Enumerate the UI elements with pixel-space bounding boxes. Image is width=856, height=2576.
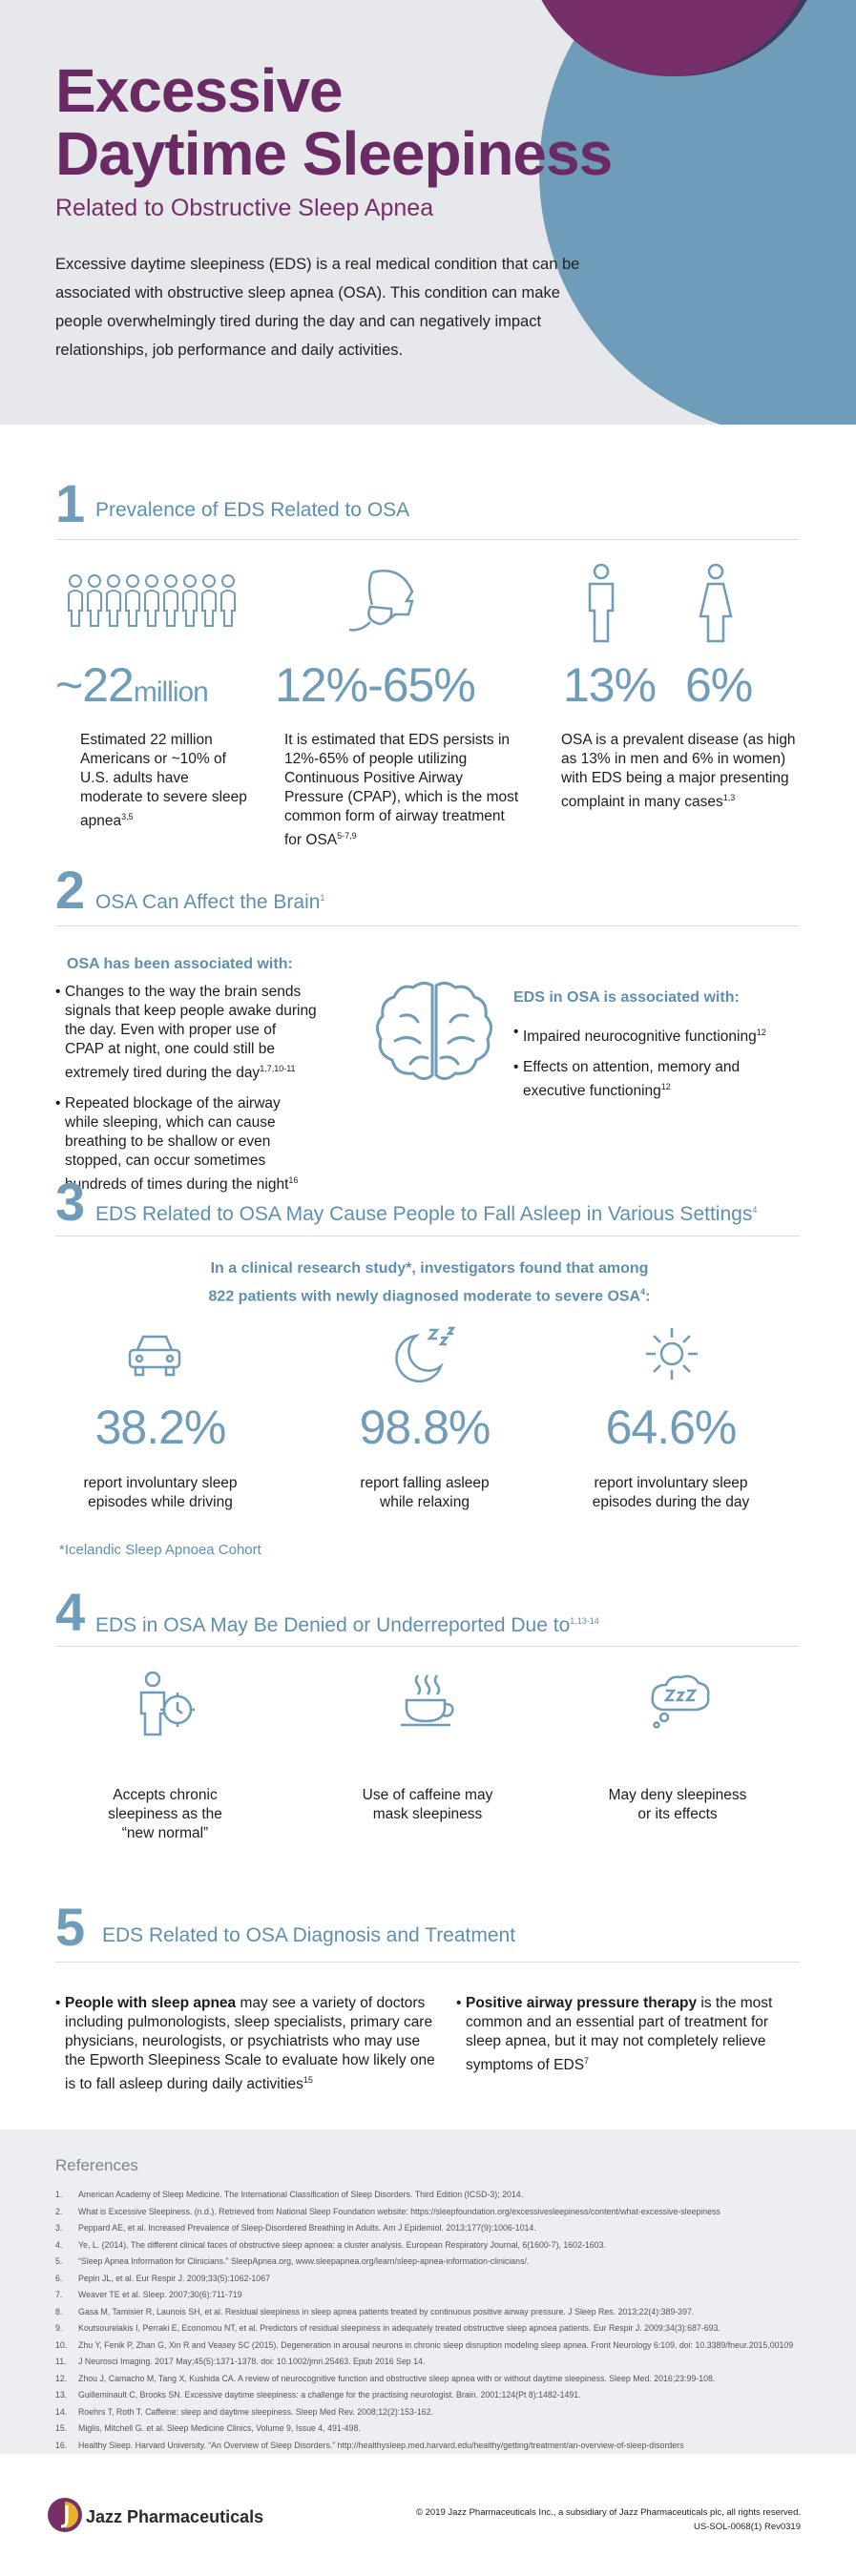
reference-item: 1. American Academy of Sleep Medicine. The International Classification of Sleep Disorders. Third Edition (ICSD-3); 2014.: [55, 2190, 524, 2199]
reference-item: 13. Guilleminault C, Brooks SN. Excessive daytime sleepiness: a challenge for the practising neurologist. Brain. 2001;124(Pt 8):1482-1491.: [55, 2390, 581, 2399]
stat-12-65-percent-desc: It is estimated that EDS persists in 12%-65% of people utilizing Continuous Positive Airway Pressure (CPAP), which is the most common form of airway treatment for OSA$^{5-7,9}$: [284, 732, 519, 849]
intro-paragraph: Excessive daytime sleepiness (EDS) is a real medical condition that can be associated with obstructive sleep apnea (OSA). This condition can make people overwhelmingly tired during the day and can negatively impact relationships, job performance and daily activities.: [55, 256, 580, 359]
company-logo-text: Jazz Pharmaceuticals: [86, 2507, 264, 2526]
reference-item: 9. Koutsourelakis I, Perraki E, Economou NT, et al. Predictors of residual sleepiness in adequately treated obstructive sleep apnoea patients. Eur Respir J. 2009;34(3):687-693.: [55, 2323, 720, 2333]
section-divider: [55, 925, 800, 926]
stat-64-6-desc: report involuntary sleep episodes during the day: [592, 1475, 750, 1510]
treatment-list: [456, 1994, 800, 2087]
reference-item: 4. Ye, L. (2014). The different clinical faces of obstructive sleep apnoea: a cluster analysis. European Respiratory Journal, 6(1600-7), 1602-1603.: [55, 2239, 606, 2250]
stat-64-6-percent: 64.6%: [605, 1401, 737, 1454]
reason-caffeine: Use of caffeine may mask sleepiness: [362, 1787, 493, 1822]
reference-item: 7. Weaver TE et al. Sleep. 2007;30(6):711-719: [55, 2290, 242, 2299]
stat-38-2-percent: 38.2%: [94, 1401, 226, 1454]
population-icon: [67, 572, 239, 630]
stat-98-8-desc: report falling asleep while relaxing: [360, 1475, 490, 1510]
reference-item: 5. “Sleep Apnea Information for Clinicians.” SleepApnea.org, www.sleepapnea.org/learn/sleep-apnea-information-clinicians/.: [55, 2256, 530, 2266]
section-1-title: Prevalence of EDS Related to OSA: [95, 499, 410, 521]
thought-bubble-zzz-icon: [649, 1672, 712, 1729]
list-item: • Positive airway pressure therapy is the most common and an essential part of treatment for sleep apnea, but it may not completely relieve symptoms of EDS$^7$: [456, 1994, 800, 2075]
car-icon: [126, 1331, 183, 1381]
hero-banner: [0, 0, 856, 425]
reference-item: 2. What is Excessive Sleepiness. (n.d.). Retrieved from National Sleep Foundation website: https://sleepfoundation.org/excessivesleepiness/content/what-excessive-sleepiness: [55, 2206, 720, 2216]
stat-13-6-percent-desc: OSA is a prevalent disease (as high as 13% in men and 6% in women) with EDS being a major presenting complaint in many cases$^{1,3}$: [561, 732, 796, 811]
stat-22-million-desc: Estimated 22 million Americans or ~10% of U.S. adults have moderate to severe sleep apnea$^{3,5}$: [80, 732, 247, 830]
reference-item: 12. Zhou J, Camacho M, Tang X, Kushida CA. A review of neurocognitive function and obstructive sleep apnea with or without daytime sleepiness. Sleep Med. 2016;23:99-108.: [55, 2373, 716, 2383]
jazz-logo-icon: [46, 2496, 84, 2534]
page-subtitle: [55, 195, 433, 222]
reason-new-normal: Accepts chronic sleepiness as the “new normal”: [108, 1787, 222, 1841]
section-divider: [55, 1646, 800, 1647]
sun-icon: [642, 1324, 701, 1383]
page-title: [55, 56, 647, 188]
study-footnote: *Icelandic Sleep Apnoea Cohort: [59, 1542, 261, 1558]
reference-item: 14. Roehrs T, Roth T. Caffeine: sleep and daytime sleepiness. Sleep Med Rev. 2008;12(2):153-162.: [55, 2406, 433, 2417]
section-4-number: 4: [55, 1582, 86, 1642]
references-heading: References: [55, 2156, 138, 2174]
stat-22-million: [55, 658, 208, 719]
section-4-title: EDS in OSA May Be Denied or Underreported Due to$^{1,13-14}$: [95, 1614, 599, 1636]
reference-item: 3. Peppard AE, et al. Increased Prevalence of Sleep-Disordered Breathing in Adults. Am J Epidemiol. 2013;177(9):1006-1014.: [55, 2223, 536, 2233]
reference-item: 6. Pepin JL, et al. Eur Respir J. 2009;33(5):1062-1067: [55, 2273, 270, 2283]
stat-12-65-percent: 12%-65%: [275, 658, 475, 712]
section-2-number: 2: [55, 860, 86, 920]
section-1-number: 1: [55, 473, 86, 533]
cpap-mask-icon: [344, 563, 420, 639]
reason-deny-sleepiness: May deny sleepiness or its effects: [608, 1787, 747, 1822]
references-list: [55, 2187, 819, 2454]
stat-6-percent: 6%: [685, 658, 753, 712]
footer-copyright: © 2019 Jazz Pharmaceuticals Inc., a subsidiary of Jazz Pharmaceuticals plc, all rights reserved. US-SOL-0068(1) Rev0319: [415, 2507, 801, 2532]
list-item: • People with sleep apnea may see a variety of doctors including pulmonologists, sleep specialists, primary care physicians, neurologists, or psychiatrists who may use the Epworth Sleepiness Scale to evaluate how likely one is to fall asleep during daily activities$^{15}$: [55, 1994, 437, 2094]
reference-item: 15. Miglis, Mitchell G. et al. Sleep Medicine Clinics, Volume 9, Issue 4, 491-498.: [55, 2423, 361, 2433]
section-5-title: EDS Related to OSA Diagnosis and Treatment: [102, 1924, 516, 1946]
osa-associated-heading: OSA has been associated with:: [67, 956, 293, 972]
diagnosis-list: [55, 1994, 437, 2106]
coffee-cup-icon: [397, 1672, 458, 1731]
stat-13-percent: 13%: [563, 658, 657, 712]
section-3-title: EDS Related to OSA May Cause People to Fall Asleep in Various Settings$^4$: [95, 1203, 758, 1225]
eds-associated-list: [513, 1023, 800, 1112]
list-item: • Changes to the way the brain sends signals that keep people awake during the day. Even with proper use of CPAP at night, one could still be extremely tired during the day$^{1,7,10-11}$: [55, 983, 318, 1083]
brain-icon: [372, 978, 496, 1088]
reference-item: 16. Healthy Sleep. Harvard University. “An Overview of Sleep Disorders.” http://healthysleep.med.harvard.edu/healthy/getting/treatment/an-overview-of-sleep-disorders: [55, 2440, 684, 2450]
stat-38-2-desc: report involuntary sleep episodes while driving: [83, 1475, 238, 1510]
reference-item: 8. Gasa M, Tamisier R, Launois SH, et al. Residual sleepiness in sleep apnea patients treated by continuous positive airway pressure. J Sleep Res. 2013;22(4):389-397.: [55, 2306, 695, 2316]
title-line-2: Daytime Sleepiness: [55, 119, 613, 188]
list-item: • Impaired neurocognitive functioning$^{12}$: [513, 1023, 800, 1047]
moon-sleep-icon: [391, 1326, 458, 1383]
reference-item: 10. Zhu Y, Fenik P, Zhan G, Xin R and Veasey SC (2015). Degeneration in arousal neurons in chronic sleep disruption modeling sleep apnea. Front Neurology 6:109. doi: 10.3389/fneur.2015.00109: [55, 2339, 794, 2350]
osa-associated-list: [55, 983, 318, 1206]
person-clock-gear-icon: [136, 1670, 197, 1738]
stat-98-8-percent: 98.8%: [359, 1401, 491, 1454]
stat-value: ~22: [55, 658, 134, 712]
study-lead-text: In a clinical research study*, investigators found that among 822 patients with newly diagnosed moderate to severe OSA$^4$:: [208, 1260, 651, 1305]
list-item: • Effects on attention, memory and executive functioning$^{12}$: [513, 1058, 800, 1101]
section-3-number: 3: [55, 1172, 86, 1232]
stat-unit: million: [133, 676, 208, 708]
list-item: • Repeated blockage of the airway while sleeping, which can cause breathing to be shallow or even stopped, can occur sometimes hundreds of times during the night$^{16}$: [55, 1094, 318, 1195]
female-icon: [697, 563, 735, 645]
section-divider: [55, 1962, 800, 1963]
subtitle-emphasis: Obstructive Sleep Apnea: [170, 195, 434, 221]
title-line-1: Excessive: [55, 56, 343, 125]
section-2-title: OSA Can Affect the Brain$^1$: [95, 891, 325, 913]
subtitle-prefix: Related to: [55, 195, 171, 221]
reference-item: 11. J Neurosci Imaging. 2017 May;45(5):1371-1378. doi: 10.1002/jmri.25463. Epub 2016 Sep 14.: [55, 2357, 426, 2366]
section-5-number: 5: [55, 1897, 86, 1957]
section-divider: [55, 539, 800, 540]
male-icon: [582, 563, 620, 645]
eds-associated-heading: EDS in OSA is associated with:: [513, 989, 740, 1006]
